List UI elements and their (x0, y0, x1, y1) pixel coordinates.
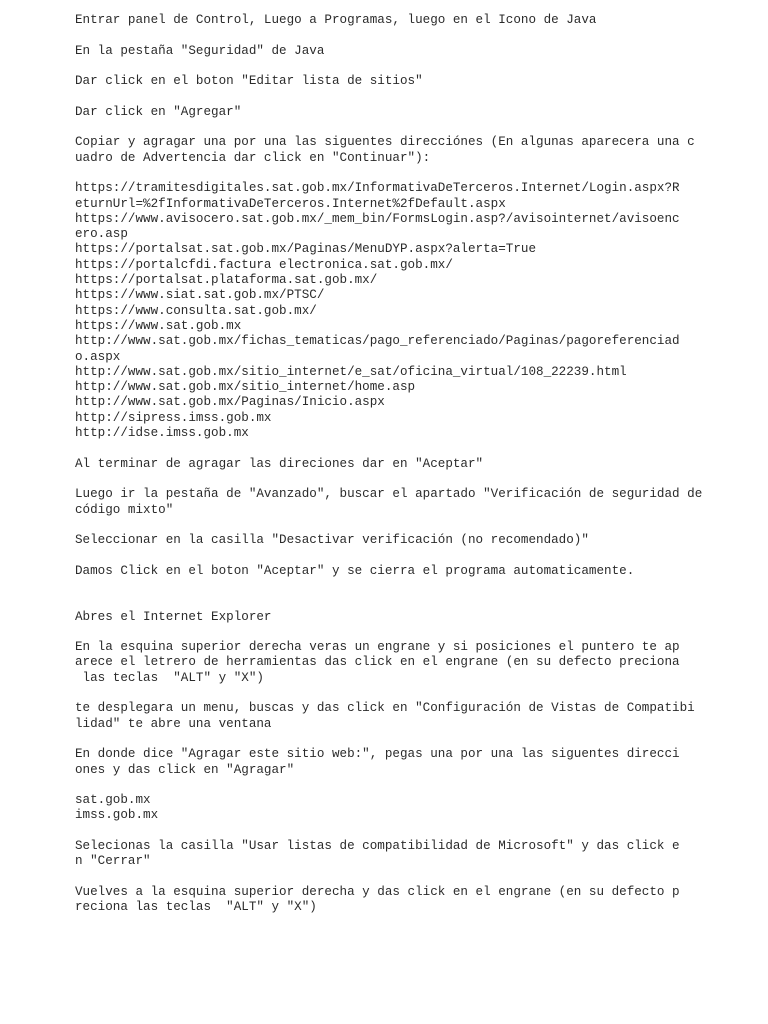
text-line: Dar click en el boton "Editar lista de sitios" (75, 74, 423, 89)
text-line: En la pestaña "Seguridad" de Java (75, 43, 325, 58)
text-line: http://www.sat.gob.mx/fichas_tematicas/pago_referenciado/Paginas/pagoreferenciad (75, 334, 680, 349)
text-line: reciona las teclas "ALT" y "X") (75, 900, 317, 915)
paragraph-block (75, 839, 705, 870)
text-line: arece el letrero de herramientas das click en el engrane (en su defecto preciona (75, 655, 680, 670)
paragraph-block (75, 533, 705, 548)
text-line: En la esquina superior derecha veras un engrane y si posiciones el puntero te ap (75, 640, 680, 655)
paragraph-block (75, 701, 705, 732)
text-line: Luego ir la pestaña de "Avanzado", buscar el apartado "Verificación de seguridad de (75, 487, 703, 502)
paragraph-block (75, 74, 705, 89)
paragraph-block (75, 610, 705, 625)
text-line: te desplegara un menu, buscas y das click en "Configuración de Vistas de Compatibi (75, 701, 695, 716)
text-line: uadro de Advertencia dar click en "Continuar"): (75, 150, 431, 165)
paragraph-gap (75, 59, 705, 74)
paragraph-gap (75, 548, 705, 563)
paragraph-gap (75, 579, 705, 594)
text-line: eturnUrl=%2fInformativaDeTerceros.Internet%2fDefault.aspx (75, 196, 506, 211)
paragraph-block (75, 793, 705, 824)
text-line: http://idse.imss.gob.mx (75, 426, 249, 441)
paragraph-gap (75, 732, 705, 747)
text-line: ones y das click en "Agragar" (75, 762, 295, 777)
paragraph-block (75, 181, 705, 441)
paragraph-gap (75, 625, 705, 640)
text-line: sat.gob.mx (75, 793, 151, 808)
text-line: https://portalsat.sat.gob.mx/Paginas/MenuDYP.aspx?alerta=True (75, 242, 537, 257)
paragraph-gap (75, 778, 705, 793)
text-line: Selecionas la casilla "Usar listas de compatibilidad de Microsoft" y das click e (75, 839, 680, 854)
paragraph-block (75, 885, 705, 916)
text-line: https://portalsat.plataforma.sat.gob.mx/ (75, 273, 378, 288)
text-line: ero.asp (75, 227, 128, 242)
text-line: https://www.siat.sat.gob.mx/PTSC/ (75, 288, 325, 303)
paragraph-block (75, 457, 705, 472)
text-line: Vuelves a la esquina superior derecha y das click en el engrane (en su defecto p (75, 884, 680, 899)
paragraph-gap (75, 89, 705, 104)
text-line: https://www.consulta.sat.gob.mx/ (75, 303, 317, 318)
text-line: Damos Click en el boton "Aceptar" y se cierra el programa automaticamente. (75, 563, 635, 578)
paragraph-gap (75, 441, 705, 456)
text-line: n "Cerrar" (75, 854, 151, 869)
text-line: código mixto" (75, 502, 174, 517)
paragraph-gap (75, 686, 705, 701)
text-line: Abres el Internet Explorer (75, 609, 272, 624)
text-line: https://www.avisocero.sat.gob.mx/_mem_bin/FormsLogin.asp?/avisointernet/avisoenc (75, 211, 680, 226)
text-line: http://www.sat.gob.mx/Paginas/Inicio.aspx (75, 395, 385, 410)
text-line: Copiar y agragar una por una las siguentes direcciónes (En algunas aparecera una c (75, 135, 695, 150)
paragraph-block (75, 487, 705, 518)
text-line: o.aspx (75, 349, 121, 364)
text-line: Al terminar de agragar las direciones dar en "Aceptar" (75, 456, 484, 471)
paragraph-block (75, 13, 705, 28)
paragraph-gap (75, 28, 705, 43)
paragraph-block (75, 564, 705, 579)
paragraph-block (75, 640, 705, 686)
paragraph-gap (75, 120, 705, 135)
paragraph-gap (75, 472, 705, 487)
paragraph-gap (75, 824, 705, 839)
text-line: imss.gob.mx (75, 808, 159, 823)
text-line: En donde dice "Agragar este sitio web:", pegas una por una las siguentes direcci (75, 747, 680, 762)
paragraph-block (75, 105, 705, 120)
paragraph-gap (75, 166, 705, 181)
paragraph-gap (75, 594, 705, 609)
paragraph-block (75, 44, 705, 59)
text-line: lidad" te abre una ventana (75, 716, 272, 731)
text-line: http://sipress.imss.gob.mx (75, 410, 272, 425)
document-page (75, 13, 705, 916)
paragraph-block (75, 747, 705, 778)
text-line: las teclas "ALT" y "X") (75, 670, 264, 685)
paragraph-gap (75, 870, 705, 885)
paragraph-block (75, 135, 705, 166)
text-line: Seleccionar en la casilla "Desactivar verificación (no recomendado)" (75, 533, 589, 548)
paragraph-gap (75, 518, 705, 533)
text-line: https://portalcfdi.factura electronica.sat.gob.mx/ (75, 257, 453, 272)
text-line: http://www.sat.gob.mx/sitio_internet/e_sat/oficina_virtual/108_22239.html (75, 364, 627, 379)
text-line: http://www.sat.gob.mx/sitio_internet/home.asp (75, 380, 416, 395)
text-line: https://tramitesdigitales.sat.gob.mx/InformativaDeTerceros.Internet/Login.aspx?R (75, 181, 680, 196)
text-line: Entrar panel de Control, Luego a Programas, luego en el Icono de Java (75, 13, 597, 27)
text-line: Dar click en "Agregar" (75, 104, 242, 119)
text-line: https://www.sat.gob.mx (75, 318, 242, 333)
